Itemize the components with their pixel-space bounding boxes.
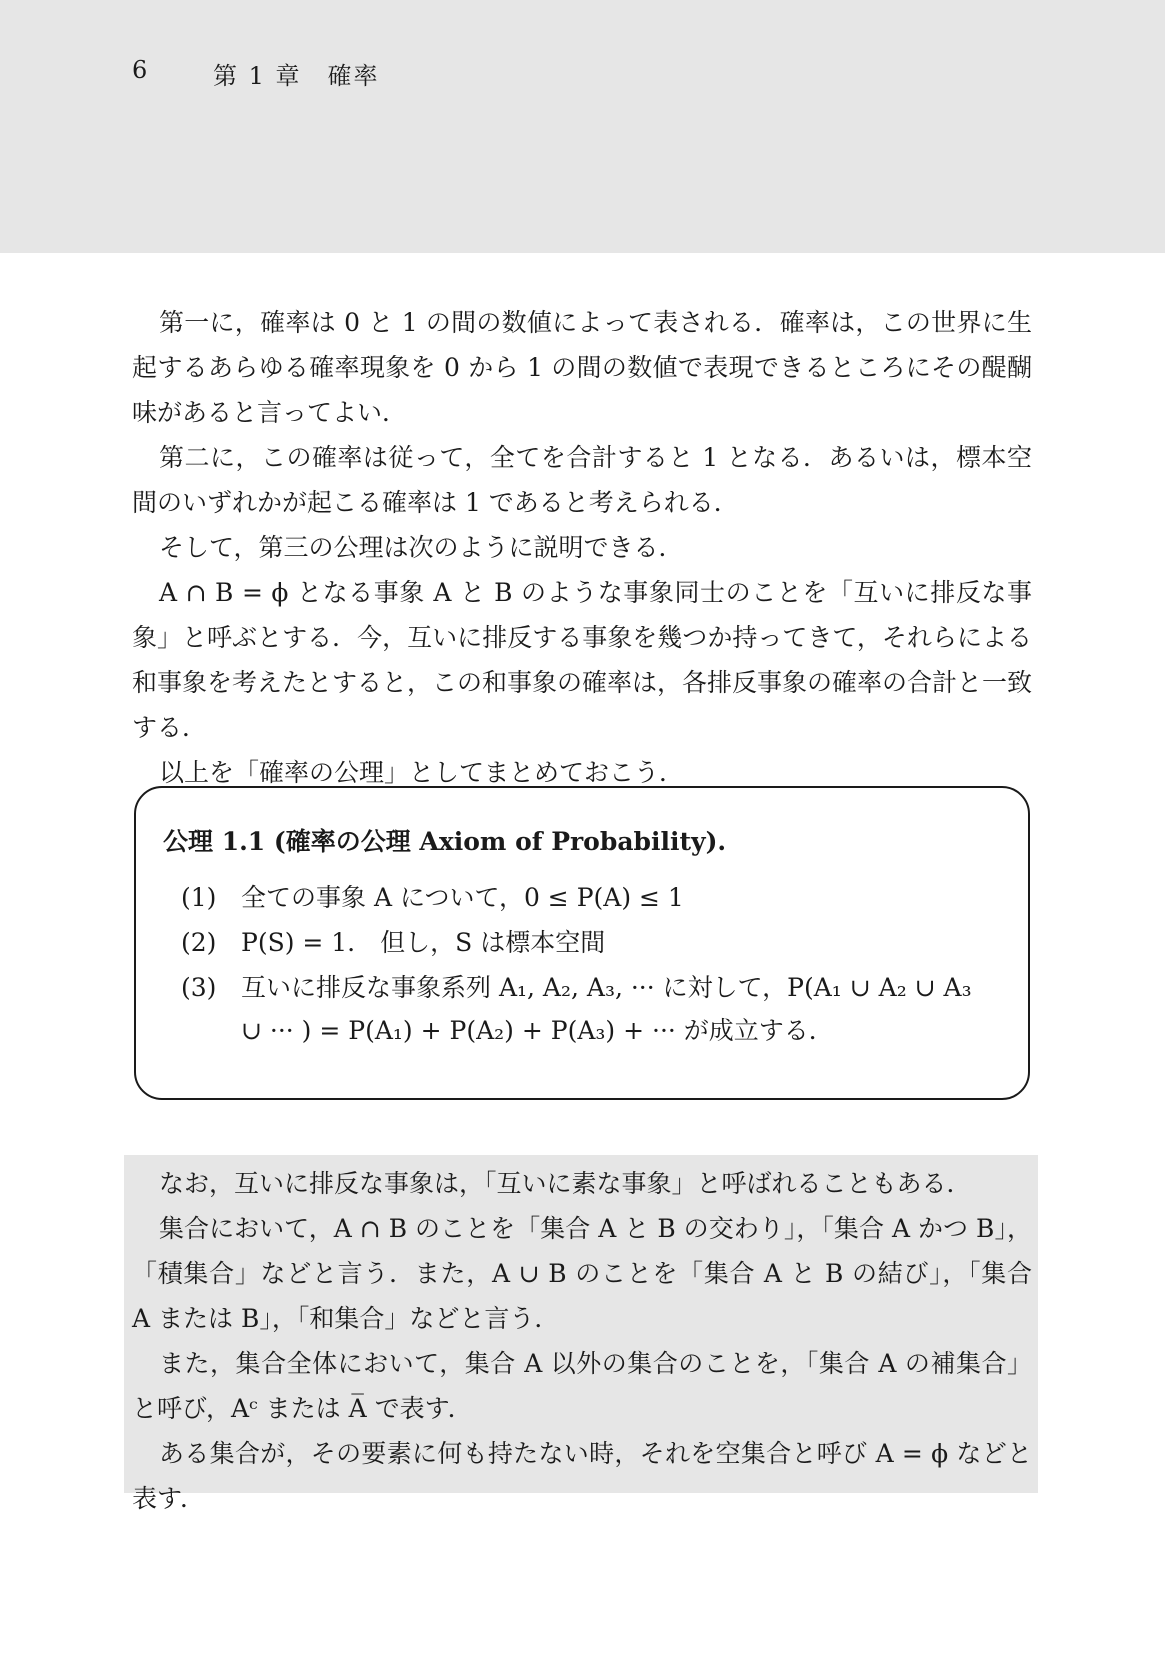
header-band <box>0 0 1165 253</box>
axiom-item-number: (1) <box>181 883 217 912</box>
page-number: 6 <box>132 56 148 84</box>
intro-paragraph-1: 第一に，確率は 0 と 1 の間の数値によって表される．確率は，この世界に生起するあらゆる確率現象を 0 から 1 の間の数値で表現できるところにその醍醐味があると言ってよい． <box>132 308 1032 427</box>
note-paragraph-1: なお，互いに排反な事象は，「互いに素な事象」と呼ばれることもある． <box>159 1169 972 1198</box>
intro-paragraph-4: A ∩ B = ϕ となる事象 A と B のような事象同士のことを「互いに排反な事象」と呼ぶとする．今，互いに排反する事象を幾つか持ってきて，それらによる和事象を考えたとすると，この和事象の確率は，各排反事象の確率の合計と一致する． <box>132 578 1033 742</box>
axiom-title: 公理 1.1 (確率の公理 Axiom of Probability). <box>163 827 727 856</box>
note-panel <box>124 1155 1038 1513</box>
axiom-item-text: 全ての事象 A について，0 ≤ P(A) ≤ 1 <box>241 883 684 912</box>
axiom-item <box>181 921 991 964</box>
axiom-item-text: 互いに排反な事象系列 A₁, A₂, A₃, ··· に対して，P(A₁ ∪ A₂ ∪ A₃ ∪ ··· ) = P(A₁) + P(A₂) + P(A₃) + ··· が成立する． <box>241 973 972 1045</box>
intro-paragraph-3: そして，第三の公理は次のように説明できる． <box>159 533 684 562</box>
running-title: 第 1 章 確率 <box>213 62 380 90</box>
intro-paragraph-2: 第二に，この確率は従って，全てを合計すると 1 となる．あるいは，標本空間のいずれかが起こる確率は 1 であると考えられる． <box>132 443 1032 517</box>
axiom-item-number: (2) <box>181 928 217 957</box>
note-content <box>132 1161 1032 1521</box>
intro-paragraph-5: 以上を「確率の公理」としてまとめておこう． <box>159 758 685 787</box>
axiom-item-number: (3) <box>181 973 217 1002</box>
note-paragraph-2: 集合において，A ∩ B のことを「集合 A と B の交わり」，「集合 A かつ B」，「積集合」などと言う．また，A ∪ B のことを「集合 A と B の結び」，「集合 A または B」，「和集合」などと言う． <box>132 1214 1032 1333</box>
note-paragraph-4: ある集合が，その要素に何も持たない時，それを空集合と呼び A = ϕ などと表す． <box>132 1439 1032 1513</box>
note-paragraph-3: また，集合全体において，集合 A 以外の集合のことを，「集合 A の補集合」と呼び，Aᶜ または A̅ で表す． <box>132 1349 1032 1423</box>
axiom-list <box>181 876 991 1054</box>
axiom-item-text: P(S) = 1． 但し，S は標本空間 <box>241 928 606 957</box>
intro-section <box>132 300 1032 795</box>
axiom-item <box>181 876 991 919</box>
axiom-item <box>181 966 991 1052</box>
axiom-box <box>134 786 1030 1100</box>
